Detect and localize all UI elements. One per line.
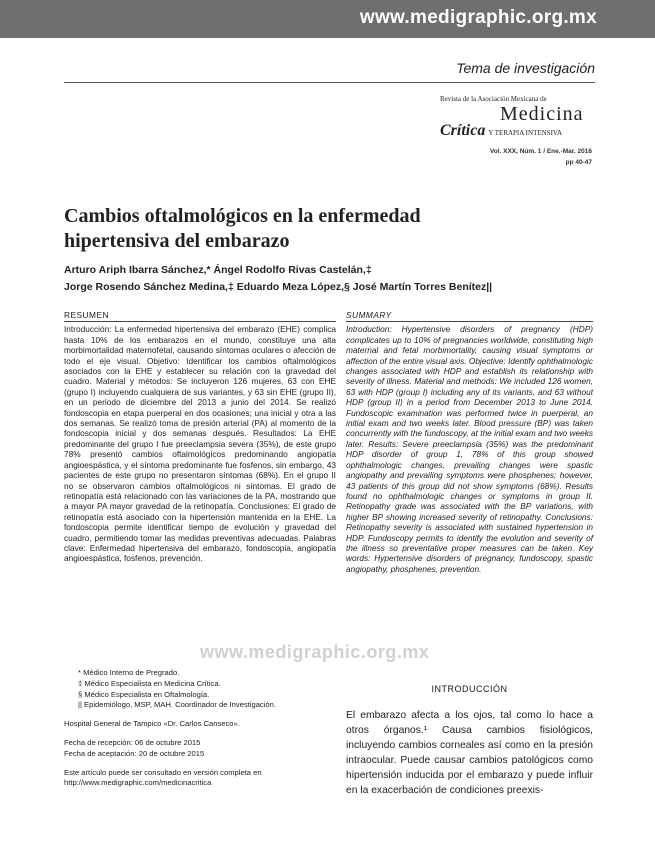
- journal-line3: [440, 124, 605, 140]
- article-title: Cambios oftalmológicos en la enfermedad hipertensiva del embarazo: [64, 205, 421, 252]
- site-url[interactable]: www.medigraphic.org.mx: [359, 7, 597, 28]
- section-label: Tema de investigación: [456, 60, 595, 76]
- hospital: Hospital General de Tampico «Dr. Carlos Canseco».: [64, 719, 240, 729]
- resumen-text: Introducción: La enfermedad hipertensiva del embarazo (EHE) complica hasta 10% de los embarazos en el mundo, constituye una alta morbimortalidad maternofetal, causando síntomas oculares o afección de todo el eje visual. Objetivo: Identificar los cambios oftalmológicos asociados con la EHE y establecer su relación con la gravedad del cuadro. Material y métodos: Se incluyeron 126 mujeres, 63 con EHE (grupo I) incluyendo cualquiera de sus variantes, y 63 sin EHE (grupo II), en un periodo de diciembre del 2013 a junio del 2014. Se realizó fondoscopia en etapa puerperal en dos ocasiones; una inicial y otra a las dos semanas. Se realizó toma de presión arterial (PA) al momento de la fondoscopia inicial y dos semanas después. Resultados: La EHE predominante del grupo I fue preeclampsia severa (35%), de este grupo 78% presentó cambios oftalmológicos predominando angiopatía angioespástica, y el síntoma predominante fue fosfenos, sin embargo, 43 pacientes de este grupo no presentaron síntomas (68%). En el grupo II no se observaron cambios oftalmológicos ni síntomas. El grado de retinopatía está relacionado con las variaciones de la PA, mostrando que a mayor PA mayor gravedad de la retinopatía. Conclusiones: El grado de retinopatía está asociado con la hipertensión mantenida en la EHE. La fondoscopia permite identificar tiempo de evolución y gravedad del cuadro, permitiendo tomar las medidas preventivas adecuadas. Palabras clave: Enfermedad hipertensiva del embarazo, fondoscopia, angiopatía angioespástica, fosfenos, prevención.: [64, 324, 336, 564]
- volume-info: [490, 146, 592, 168]
- header-rule: [64, 82, 595, 83]
- authors-line-2: Jorge Rosendo Sánchez Medina,‡ Eduardo Meza López,§ José Martín Torres Benítez||: [64, 281, 493, 293]
- journal-pre: Revista de la Asociación Mexicana de: [440, 95, 547, 103]
- accepted-date: Fecha de aceptación: 20 de octubre 2015: [64, 748, 205, 758]
- journal-logo: [440, 95, 605, 140]
- journal-critica: Crítica: [440, 122, 486, 139]
- watermark: www.medigraphic.org.mx: [200, 642, 430, 662]
- journal-name: Medicina: [500, 103, 584, 125]
- intro-text: El embarazo afecta a los ojos, tal como lo hace a otros órganos.¹ Causa cambios fisiológicos, incluyendo cambios corneales así como en la presión intraocular. Puede causar cambios patológicos como hipertensión inducida por el embarazo y puede influir en la exacerbación de condiciones preexis-: [346, 710, 593, 797]
- resumen-section: [64, 310, 336, 564]
- authors-line-1: Arturo Ariph Ibarra Sánchez,* Ángel Rodolfo Rivas Castelán,‡: [64, 264, 372, 276]
- intro-heading: INTRODUCCIÓN: [431, 684, 508, 694]
- resumen-rule: [64, 321, 336, 322]
- pages-text: pp 40-47: [565, 159, 592, 166]
- consult-note: Este artículo puede ser consultado en versión completa en http://www.medigraphic.com/medicinacritica: [64, 767, 262, 788]
- journal-suffix: Y TERAPIA INTENSIVA: [488, 129, 563, 137]
- volume-text: Vol. XXX, Núm. 1 / Ene.-Mar. 2016: [489, 148, 592, 155]
- summary-rule: [346, 321, 593, 322]
- footnote-4: || Epidemiólogo, MSP, MAH. Coordinador de Investigación.: [78, 700, 276, 710]
- footnote-2: ‡ Médico Especialista en Medicina Crítica.: [78, 678, 221, 688]
- summary-text: Introduction: Hypertensive disorders of pregnancy (HDP) complicates up to 10% of pregnancies worldwide, constituting high maternal and fetal morbimortality, causing visual symptoms or affection of the entire visual axis. Objective: Identify ophthalmologic changes associated with HDP and establish its relationship with severity of illness. Material and methods: We included 126 women, 63 with HDP (group I) including any of its variants, and 63 without HDP (group II) in a period from December 2013 to June 2014. Fundoscopic examination was performed twice in puerperal, an initial exam and two weeks later. Blood pressure (BP) was taken concurrently with the fundoscopy, at the initial exam and two weeks later. Results: Severe preeclampsia (35%) was the predominant HDP disorder of group 1, 78% of this group showed ophthalmologic changes, prevailing changes were spastic angiopathy and prevailing symptoms were phosphenes; however, 43 patients of this group did not show symptoms (68%). Results found no ophthalmologic changes or symptoms in group II. Retinopathy grade was associated with the BP variations, with higher BP showing increased severity of retinopathy. Conclusions: Retinopathy severity is associated with sustained hypertension in HDP. Fundoscopy permits to identify the evolution and severity of the illness so preventative proper measures can be taken. Key words: Hypertensive disorders of pregnancy, fundoscopy, spastic angiopathy, phosphenes, prevention.: [346, 324, 593, 574]
- authors: [64, 262, 604, 296]
- site-banner: [0, 0, 655, 38]
- footnotes: [64, 668, 334, 789]
- footnote-3: § Médico Especialista en Oftalmología.: [78, 689, 210, 699]
- resumen-heading: RESUMEN: [64, 310, 109, 320]
- footnote-1: * Médico Interno de Pregrado.: [78, 668, 180, 677]
- received-date: Fecha de recepción: 06 de octubre 2015: [64, 737, 201, 747]
- summary-heading: SUMMARY: [346, 310, 392, 320]
- summary-section: [346, 310, 593, 574]
